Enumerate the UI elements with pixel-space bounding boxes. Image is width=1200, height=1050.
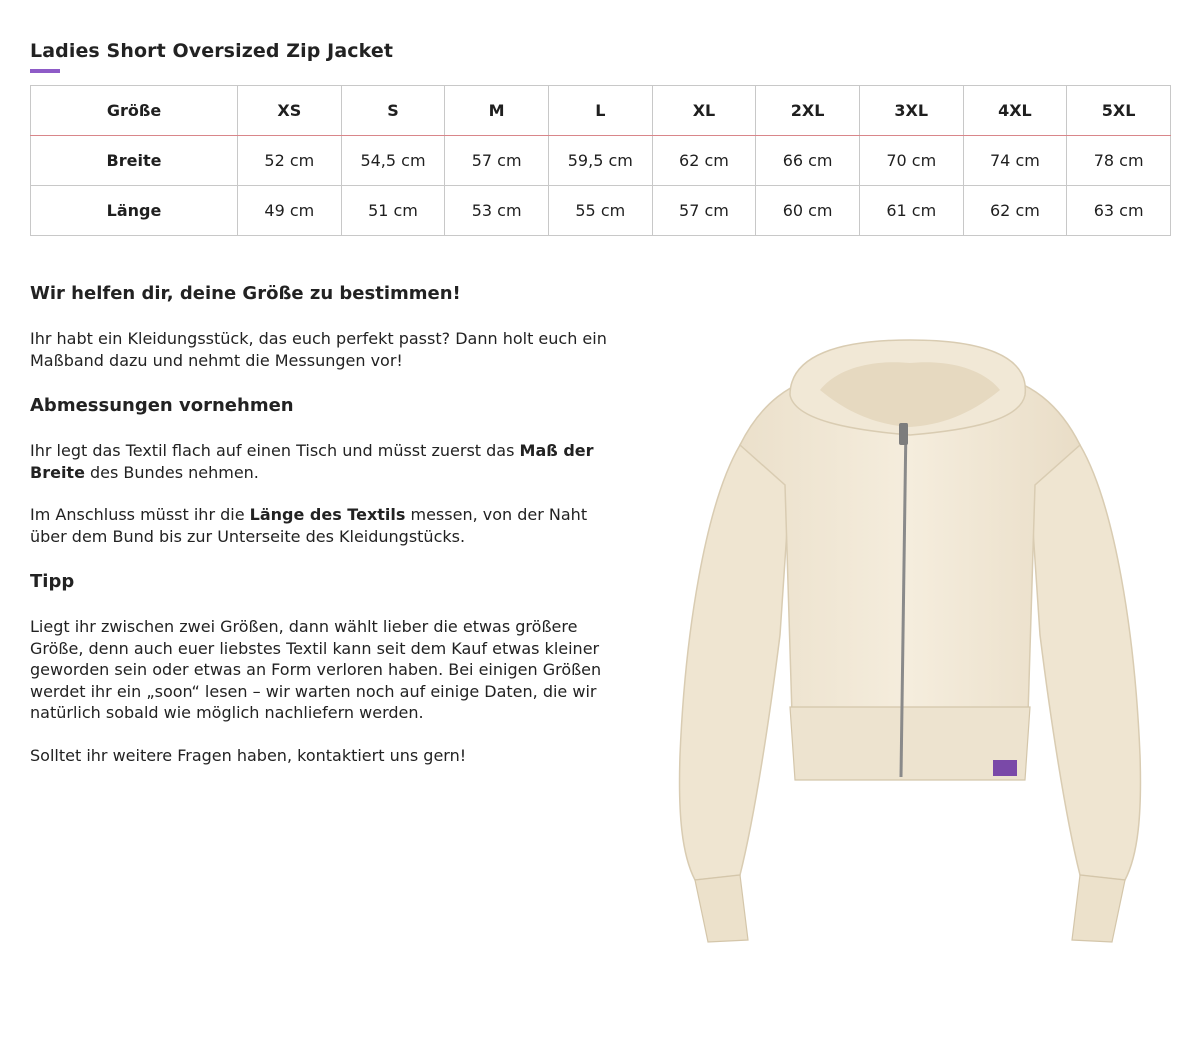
table-cell: 49 cm bbox=[238, 186, 342, 236]
closing-text: Solltet ihr weitere Fragen haben, kontaktiert uns gern! bbox=[30, 745, 467, 765]
size-header-cell: 2XL bbox=[756, 86, 860, 136]
size-header-cell: XS bbox=[238, 86, 342, 136]
table-cell: 57 cm bbox=[652, 186, 756, 236]
row-label-length: Länge bbox=[31, 186, 238, 236]
size-header-row bbox=[31, 86, 1171, 136]
size-header-cell: 5XL bbox=[1067, 86, 1171, 136]
measure-width-text bbox=[30, 440, 620, 483]
table-cell: 53 cm bbox=[445, 186, 549, 236]
table-cell: 54,5 cm bbox=[341, 136, 445, 186]
table-cell: 55 cm bbox=[548, 186, 652, 236]
measure-length-text-part: Im Anschluss müsst ihr die bbox=[30, 505, 250, 524]
measure-width-text-part: des Bundes nehmen. bbox=[84, 462, 259, 482]
table-cell: 70 cm bbox=[859, 136, 963, 186]
table-cell: 74 cm bbox=[963, 136, 1067, 186]
table-cell: 62 cm bbox=[652, 136, 756, 186]
size-help-section bbox=[30, 280, 620, 787]
measure-length-text bbox=[30, 504, 620, 547]
size-header-label: Größe bbox=[31, 86, 238, 136]
size-header-cell: S bbox=[341, 86, 445, 136]
tip-text: Liegt ihr zwischen zwei Größen, dann wählt lieber die etwas größere Größe, denn auch euer liebstes Textil kann seit dem Kauf etwas kleiner geworden sein oder etwas an Form verloren haben. Bei einigen Größen werdet ihr ein „soon“ lesen – wir warten noch auf einige Daten, die wir natürlich sobald wie möglich nachliefern werden. bbox=[30, 617, 602, 722]
table-row bbox=[31, 186, 1171, 236]
measure-heading: Abmessungen vornehmen bbox=[30, 395, 294, 416]
size-header-cell: 4XL bbox=[963, 86, 1067, 136]
table-row bbox=[31, 136, 1171, 186]
measure-width-text-part: Ihr legt das Textil flach auf einen Tisch und müsst zuerst das bbox=[30, 441, 520, 460]
table-cell: 57 cm bbox=[445, 136, 549, 186]
title-accent-bar bbox=[30, 69, 60, 73]
right-cuff bbox=[1072, 875, 1125, 942]
right-sleeve bbox=[1030, 445, 1140, 880]
page-title: Ladies Short Oversized Zip Jacket bbox=[30, 40, 394, 62]
size-header-cell: 3XL bbox=[859, 86, 963, 136]
row-label-width: Breite bbox=[31, 136, 238, 186]
table-cell: 61 cm bbox=[859, 186, 963, 236]
jacket-illustration bbox=[670, 335, 1150, 950]
table-cell: 51 cm bbox=[341, 186, 445, 236]
brand-label bbox=[993, 760, 1017, 776]
left-sleeve bbox=[680, 445, 790, 880]
measure-length-emphasis: Länge des Textils bbox=[249, 505, 406, 524]
measure-length-text-part: messen, von der Naht über dem Bund bis zur Unterseite des Kleidungstücks. bbox=[30, 505, 588, 546]
left-cuff bbox=[695, 875, 748, 942]
size-header-cell: L bbox=[548, 86, 652, 136]
help-intro-text: Ihr habt ein Kleidungsstück, das euch perfekt passt? Dann holt euch ein Maßband dazu und nehmt die Messungen vor! bbox=[30, 329, 607, 370]
size-chart-table bbox=[30, 85, 1171, 236]
table-cell: 52 cm bbox=[238, 136, 342, 186]
product-image-jacket bbox=[670, 335, 1150, 950]
table-cell: 60 cm bbox=[756, 186, 860, 236]
help-heading: Wir helfen dir, deine Größe zu bestimmen! bbox=[30, 283, 461, 304]
table-cell: 63 cm bbox=[1067, 186, 1171, 236]
size-header-cell: M bbox=[445, 86, 549, 136]
size-header-cell: XL bbox=[652, 86, 756, 136]
table-cell: 66 cm bbox=[756, 136, 860, 186]
zipper-pull bbox=[899, 423, 908, 445]
measure-width-emphasis: Maß der Breite bbox=[30, 441, 594, 482]
table-cell: 78 cm bbox=[1067, 136, 1171, 186]
tip-heading: Tipp bbox=[30, 571, 75, 592]
table-cell: 62 cm bbox=[963, 186, 1067, 236]
table-cell: 59,5 cm bbox=[548, 136, 652, 186]
